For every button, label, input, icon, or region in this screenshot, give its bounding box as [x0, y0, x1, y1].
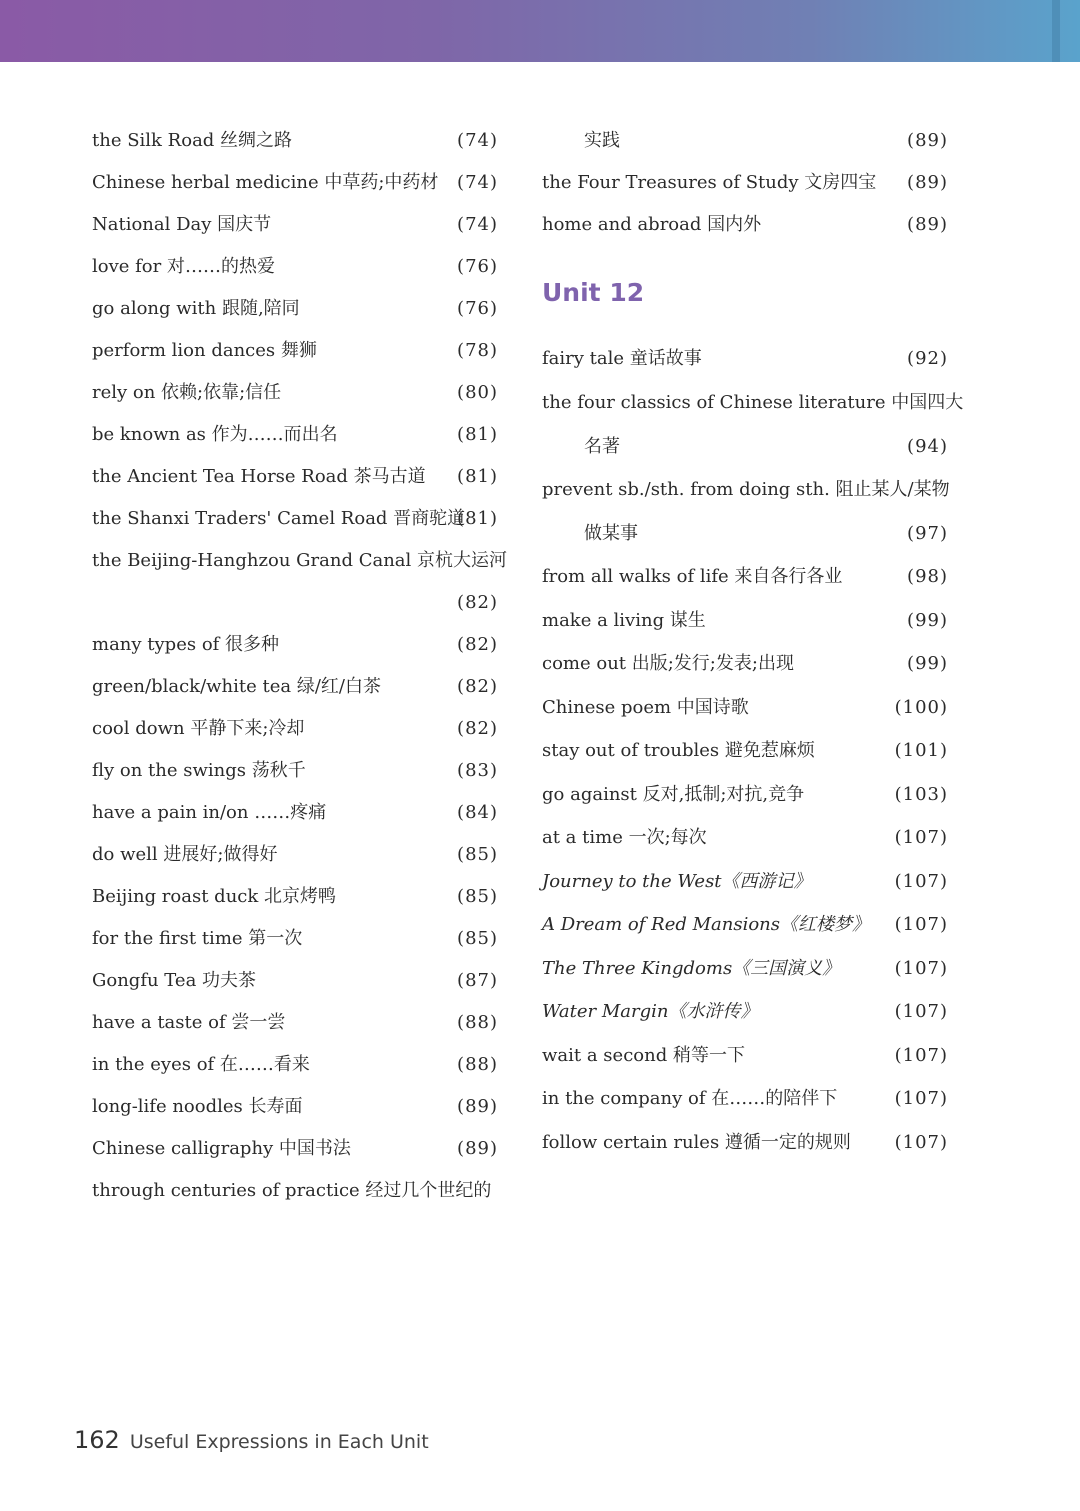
- footer-title: Useful Expressions in Each Unit: [129, 1431, 429, 1453]
- header-color-band: [0, 0, 1080, 62]
- page-number: 162: [74, 1426, 120, 1454]
- unit-heading: Unit 12: [542, 278, 645, 307]
- header-accent-strip: [1052, 0, 1060, 62]
- page-footer: [74, 1426, 429, 1454]
